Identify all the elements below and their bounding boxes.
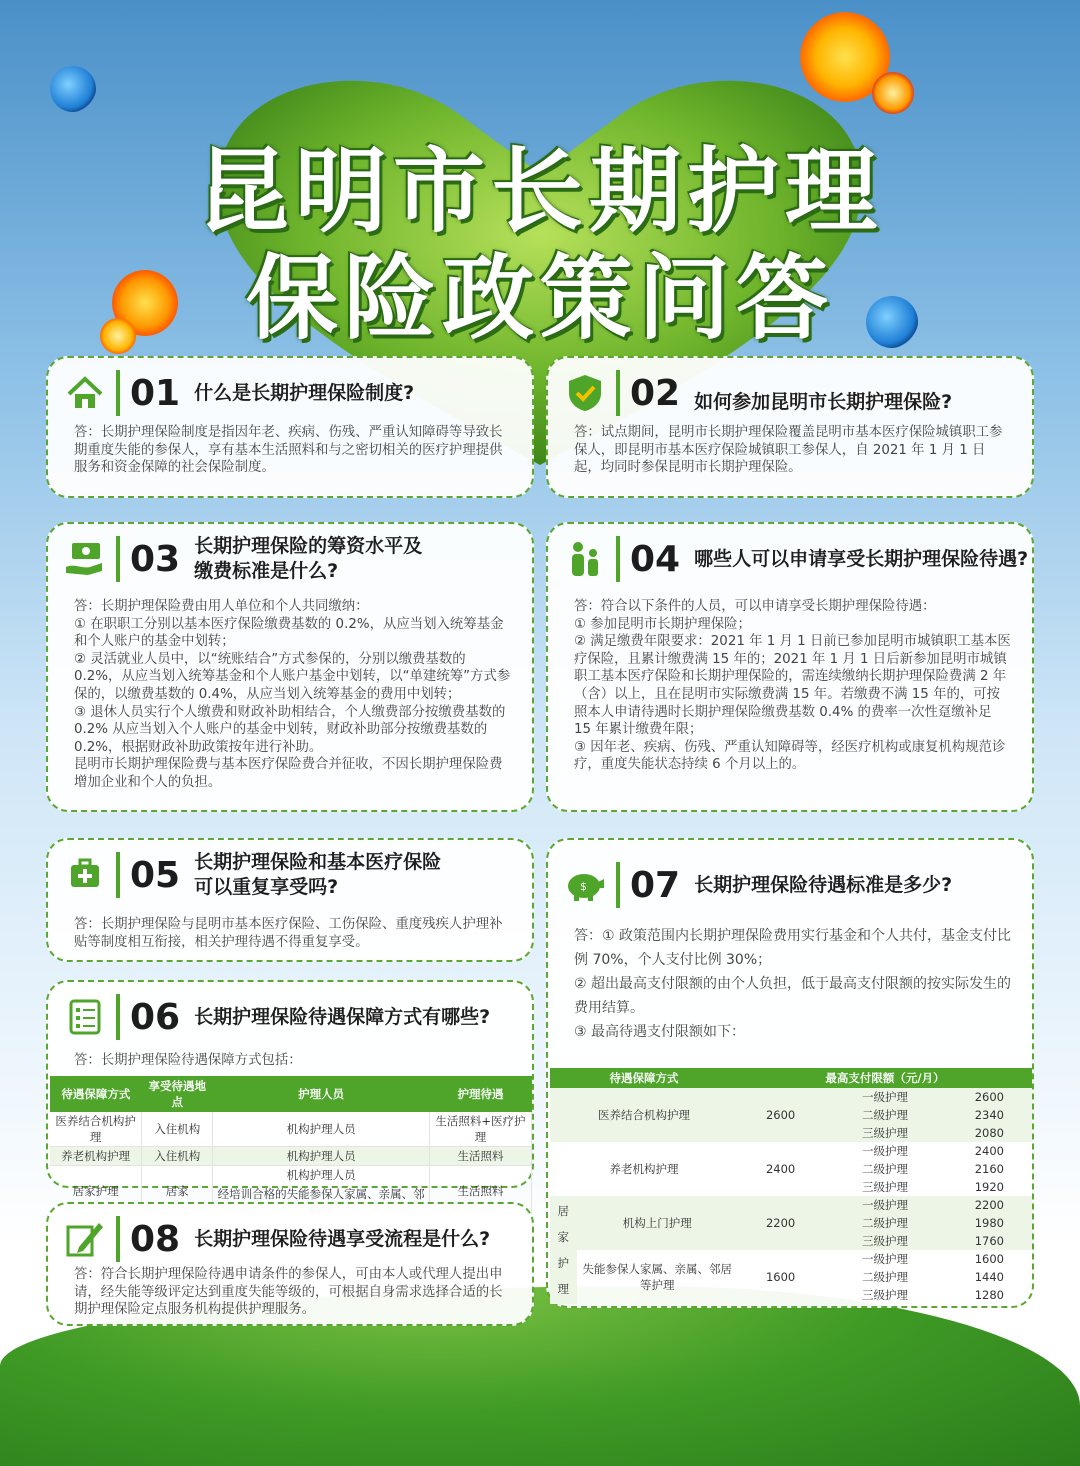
divider (116, 1216, 120, 1262)
money-hand-icon (60, 534, 110, 584)
svg-text:$: $ (580, 880, 587, 893)
question-text: 哪些人可以申请享受长期护理保险待遇? (694, 547, 1029, 570)
question-number: 02 (630, 372, 681, 414)
table-row: 居家护理 机构上门护理 2200 一级护理 2200 (550, 1196, 1032, 1214)
table-header: 待遇保障方式 (550, 1068, 738, 1088)
table-row: 三级护理 2080 (550, 1124, 1032, 1142)
question-number: 01 (130, 372, 181, 414)
checklist-icon (60, 992, 110, 1042)
table-row: 三级护理 1280 (861, 1288, 1004, 1302)
divider (616, 862, 620, 908)
table-header: 享受待遇地点 (142, 1076, 213, 1112)
divider (116, 852, 120, 898)
question-text: 长期护理保险待遇标准是多少? (694, 873, 953, 896)
divider (616, 536, 620, 582)
question-number: 04 (630, 538, 681, 580)
table-row: 二级护理 1980 (550, 1214, 1032, 1232)
pen-note-icon (60, 1214, 110, 1264)
divider (616, 370, 620, 416)
faq-card-02 (546, 356, 1034, 498)
table-row: 医养结合机构护理 入住机构 机构护理人员 生活照料+医疗护理 (50, 1112, 532, 1147)
table-header: 待遇保障方式 (50, 1076, 142, 1112)
question-text: 长期护理保险待遇保障方式有哪些? (194, 1005, 491, 1028)
divider (116, 994, 120, 1040)
question-number: 07 (630, 864, 681, 906)
answer-text: 答：长期护理保险制度是指因年老、疾病、伤残、严重认知障碍等导致长期重度失能的参保人，享有基本生活照料和与之密切相关的医疗护理提供服务和资金保障的社会保险制度。 (74, 425, 503, 476)
table-header: 最高支付限额（元/月） (738, 1068, 1032, 1088)
answer-text: 答：符合长期护理保险待遇申请条件的参保人，可由本人或代理人提出申请，经失能等级评定达到重度失能等级的，可根据自身需求选择合适的长期护理保险定点服务机构提供护理服务。 (74, 1267, 503, 1318)
divider (116, 536, 120, 582)
table-header: 护理待遇 (430, 1076, 532, 1112)
question-number: 06 (130, 996, 181, 1038)
page-title-line2: 保险政策问答 (245, 245, 834, 352)
payment-limit-table (550, 1068, 1032, 1304)
question-text-line1: 长期护理保险和基本医疗保险 (194, 851, 442, 873)
question-number: 03 (130, 538, 181, 580)
care-mode-table (50, 1076, 532, 1217)
answer-text: 答：长期护理保险与昆明市基本医疗保险、工伤保险、重度残疾人护理补贴等制度相互衔接，相关护理待遇不得重复享受。 (74, 917, 503, 950)
table-row: 失能参保人家属、亲属、邻居等护理 1600 一级护理 1600 (582, 1252, 1004, 1292)
faq-card-01 (46, 356, 534, 498)
table-row: 养老机构护理 入住机构 机构护理人员 生活照料 (50, 1147, 532, 1166)
table-row: 三级护理 1920 (861, 1180, 1004, 1194)
question-text: 什么是长期护理保险制度? (194, 381, 415, 404)
table-row: 二级护理 2340 (550, 1106, 1032, 1124)
question-number: 05 (130, 854, 181, 896)
faq-card-06 (46, 980, 534, 1201)
table-row: 二级护理 1440 (861, 1270, 1004, 1284)
answer-text: 答：长期护理保险费由用人单位和个人共同缴纳： ① 在职职工分别以基本医疗保险缴费基数的 0.2%，从应当划入统筹基金和个人账户的基金中划转； ② 灵活就业人员中，以“统账结合”方式参保的，分别以缴费基数的 0.2%，从应当划入统筹基金和个人账户基金中划转，以“单建统筹”方式参保的，以缴费基数的 0.4%，从应当划入统筹基金的费用中划转； ③ 退休人员实行个人缴费和财政补助相结合，个人缴费部分按缴费基数的 0.2% 从应当划入个人账户的基金中划转，财政补助部分按缴费基数的 0.2%，根据财政补助政策按年进行补助。 昆明市长期护理保险费与基本医疗保险费合并征收，不因长期护理保险费增加企业和个人的负担。 (74, 599, 511, 790)
table-row: 三级护理 1760 (550, 1232, 1032, 1250)
home-care-label: 居家护理 (557, 1204, 570, 1296)
question-text: 如何参加昆明市长期护理保险? (694, 390, 953, 413)
shield-check-icon (560, 368, 610, 418)
answer-text: 答：符合以下条件的人员，可以申请享受长期护理保险待遇： ① 参加昆明市长期护理保险； ② 满足缴费年限要求：2021 年 1 月 1 日前已参加昆明市城镇职工基本医疗保险，且累计缴费满 15 年的；2021 年 1 月 1 日后新参加昆明市城镇职工基本医疗保险和长期护理保险的，需连续缴纳长期护理保险费满 2 年（含）以上，且在昆明市实际缴费满 15 年。若缴费不满 15 年的，可按照本人申请待遇时长期护理保险缴费基数 0.4% 的费率一次性趸缴补足 15 年累计缴费年限； ③ 因年老、疾病、伤残、严重认知障碍等，经医疗机构或康复机构规范诊疗，重度失能状态持续 6 个月以上的。 (574, 599, 1011, 773)
faq-card-03 (46, 522, 534, 812)
table-row: 医养结合机构护理 2600 一级护理 2600 (550, 1088, 1032, 1106)
divider (116, 370, 120, 416)
question-number: 08 (130, 1218, 181, 1260)
faq-card-04 (546, 522, 1034, 812)
house-icon (60, 368, 110, 418)
answer-text: 答：① 政策范围内长期护理保险费用实行基金和个人共付，基金支付比例 70%，个人支付比例 30%； ② 超出最高支付限额的由个人负担，低于最高支付限额的按实际发生的费用结算。 ③ 最高待遇支付限额如下： (574, 928, 1011, 1040)
piggy-bank-icon (560, 860, 610, 910)
table-row: 居家护理 居家 机构护理人员 经培训合格的失能参保人家属、亲属、邻 生活照料 (50, 1166, 532, 1217)
page-title-line1: 昆明市长期护理 (196, 138, 883, 245)
table-header: 护理人员 (213, 1076, 430, 1112)
drop-decoration (50, 66, 96, 112)
table-row: 二级护理 2160 (861, 1162, 1004, 1176)
faq-card-08 (46, 1202, 534, 1326)
question-text-line2: 可以重复享受吗? (194, 876, 339, 898)
medical-kit-icon (60, 850, 110, 900)
answer-text: 答：试点期间，昆明市长期护理保险覆盖昆明市基本医疗保险城镇职工参保人，即昆明市基本医疗保险城镇职工参保人，自 2021 年 1 月 1 日起，均同时参保昆明市长期护理保险。 (574, 425, 1003, 476)
people-icon (560, 534, 610, 584)
flower-decoration (872, 72, 914, 114)
answer-text: 答：长期护理保险待遇保障方式包括： (74, 1053, 302, 1068)
question-text: 长期护理保险待遇享受流程是什么? (194, 1227, 491, 1250)
question-text-line1: 长期护理保险的筹资水平及 (194, 535, 423, 557)
faq-card-07 (546, 838, 1034, 1308)
faq-card-05 (46, 838, 534, 962)
question-text-line2: 缴费标准是什么? (194, 560, 339, 582)
table-row: 养老机构护理 2400 一级护理 2400 (609, 1144, 1004, 1176)
